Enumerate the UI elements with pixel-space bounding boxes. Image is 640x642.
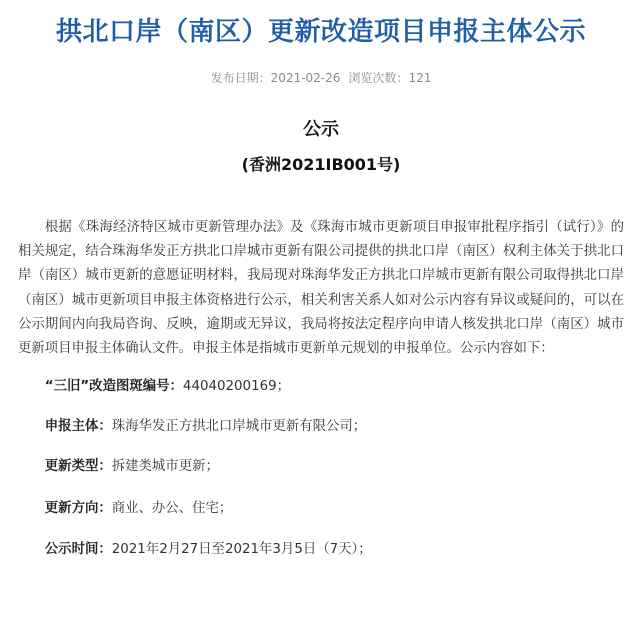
notice-item-parcel-number: [18, 377, 624, 397]
notice-item-applicant: [18, 417, 624, 437]
notice-paragraph: 根据《珠海经济特区城市更新管理办法》及《珠海市城市更新项目申报审批程序指引（试行）》的相关规定，结合珠海华发正方拱北口岸城市更新有限公司提供的拱北口岸（南区）权利主体关于拱北口岸（南区）城市更新的意愿证明材料，我局现对珠海华发正方拱北口岸城市更新有限公司取得拱北口岸（南区）城市更新项目申报主体资格进行公示，相关利害关系人如对公示内容有异议或疑问的，可以在公示期间内向我局咨询、反映，逾期或无异议，我局将按法定程序向申请人核发拱北口岸（南区）城市更新项目申报主体确认文件。申报主体是指城市更新单元规划的申报单位。公示内容如下：: [18, 220, 624, 357]
item-value: 44040200169；: [182, 379, 291, 395]
item-value: 2021年2月27日至2021年3月5日（7天）；: [111, 542, 372, 558]
notice-item-renewal-direction: [18, 499, 624, 519]
article-meta: [18, 70, 624, 86]
item-value: 商业、办公、住宅；: [111, 501, 233, 517]
item-label: 公示时间：: [44, 542, 112, 558]
notice-item-publicity-period: [18, 540, 624, 560]
item-value: 拆建类城市更新；: [111, 459, 219, 475]
views-label: 浏览次数：: [348, 71, 409, 85]
notice-heading: 公示: [303, 119, 339, 140]
item-label: 更新类型：: [44, 459, 112, 475]
publish-date: 2021-02-26: [270, 71, 341, 85]
item-value: 珠海华发正方拱北口岸城市更新有限公司；: [111, 419, 367, 435]
notice-number: (香洲2021IB001号): [241, 155, 401, 174]
views-count: 121: [408, 71, 432, 85]
publish-date-label: 发布日期：: [210, 71, 271, 85]
item-label: 申报主体：: [44, 419, 112, 435]
notice-item-renewal-type: [18, 457, 624, 477]
article-title: 拱北口岸（南区）更新改造项目申报主体公示: [55, 17, 586, 47]
item-label: 更新方向：: [44, 501, 112, 517]
item-label: “三旧”改造图斑编号：: [44, 379, 183, 395]
